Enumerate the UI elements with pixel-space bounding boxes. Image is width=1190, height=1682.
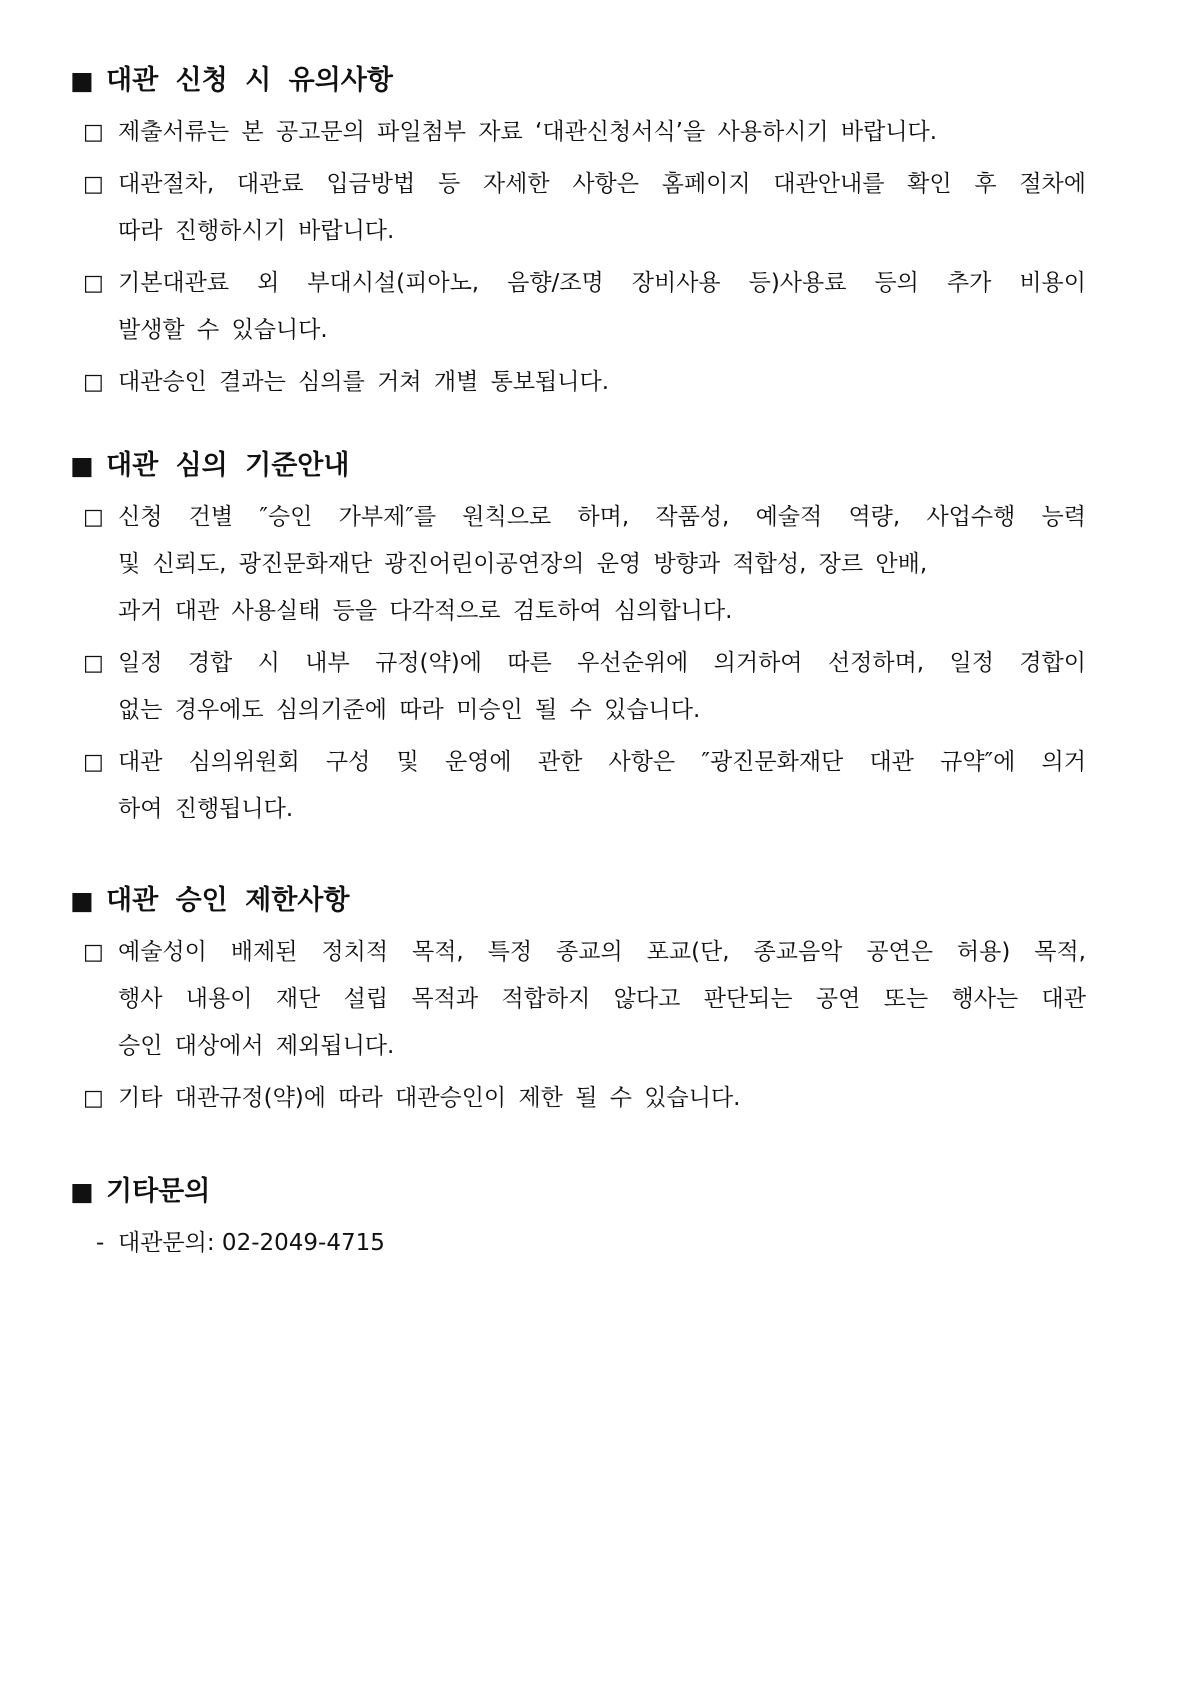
item-text-line: 신청 건별 ″승인 가부제″를 원칙으로 하며, 작품성, 예술적 역량, 사업수행 능력	[118, 504, 1086, 530]
item-text-line: 기타 대관규정(약)에 따라 대관승인이 제한 될 수 있습니다.	[118, 1085, 741, 1111]
list-item	[70, 640, 1110, 734]
section-heading	[70, 61, 1110, 101]
section-title: 대관 신청 시 유의사항	[106, 65, 393, 96]
restrictions-list	[70, 929, 1110, 1122]
list-item	[70, 109, 1110, 156]
section-heading	[70, 1172, 1110, 1212]
square-bullet-icon: ■	[70, 66, 94, 95]
checkbox-bullet-icon: □	[83, 750, 104, 775]
section-review-criteria	[70, 446, 1110, 838]
checkbox-bullet-icon: □	[83, 651, 104, 676]
item-text-line: 대관 심의위원회 구성 및 운영에 관한 사항은 ″광진문화재단 대관 규약″에 의거	[118, 749, 1086, 775]
item-text-line: 대관절차, 대관료 입금방법 등 자세한 사항은 홈페이지 대관안내를 확인 후 절차에	[118, 171, 1086, 197]
checkbox-bullet-icon: □	[83, 172, 104, 197]
checkbox-bullet-icon: □	[83, 370, 104, 395]
contact-text: 대관문의: 02-2049-4715	[118, 1230, 385, 1256]
list-item	[70, 494, 1110, 635]
item-text-line: 발생할 수 있습니다.	[118, 317, 328, 343]
item-text-line: 제출서류는 본 공고문의 파일첨부 자료 ‘대관신청서식’을 사용하시기 바랍니다.	[118, 119, 938, 145]
item-text-line: 및 신뢰도, 광진문화재단 광진어린이공연장의 운영 방향과 적합성, 장르 안배,	[118, 551, 928, 577]
dash-bullet-icon: -	[96, 1230, 105, 1256]
checkbox-bullet-icon: □	[83, 271, 104, 296]
section-heading	[70, 881, 1110, 921]
square-bullet-icon: ■	[70, 1177, 94, 1206]
contact-item	[70, 1220, 1110, 1267]
item-text-line: 일정 경합 시 내부 규정(약)에 따른 우선순위에 의거하여 선정하며, 일정 경합이	[118, 650, 1086, 676]
section-title: 대관 심의 기준안내	[106, 450, 350, 481]
item-text-line: 승인 대상에서 제외됩니다.	[118, 1033, 395, 1059]
item-text-line: 예술성이 배제된 정치적 목적, 특정 종교의 포교(단, 종교음악 공연은 허용) 목적,	[118, 939, 1086, 965]
section-title: 대관 승인 제한사항	[106, 885, 350, 916]
square-bullet-icon: ■	[70, 451, 94, 480]
item-text-line: 따라 진행하시기 바랍니다.	[118, 218, 395, 244]
item-text-line: 대관승인 결과는 심의를 거쳐 개별 통보됩니다.	[118, 369, 610, 395]
checkbox-bullet-icon: □	[83, 505, 104, 530]
criteria-list	[70, 494, 1110, 833]
checkbox-bullet-icon: □	[83, 940, 104, 965]
section-approval-restrictions	[70, 881, 1110, 1127]
list-item	[70, 260, 1110, 354]
notes-list	[70, 109, 1110, 406]
item-text-line: 없는 경우에도 심의기준에 따라 미승인 될 수 있습니다.	[118, 697, 701, 723]
list-item	[70, 1075, 1110, 1122]
item-text-line: 행사 내용이 재단 설립 목적과 적합하지 않다고 판단되는 공연 또는 행사는 대관	[118, 986, 1086, 1012]
checkbox-bullet-icon: □	[83, 120, 104, 145]
section-other-inquiries	[70, 1172, 1110, 1267]
item-text-line: 기본대관료 외 부대시설(피아노, 음향/조명 장비사용 등)사용료 등의 추가 비용이	[118, 270, 1086, 296]
section-application-notes	[70, 61, 1110, 411]
checkbox-bullet-icon: □	[83, 1086, 104, 1111]
section-heading	[70, 446, 1110, 486]
item-text-line: 과거 대관 사용실태 등을 다각적으로 검토하여 심의합니다.	[118, 598, 733, 624]
item-text-line: 하여 진행됩니다.	[118, 796, 294, 822]
list-item	[70, 161, 1110, 255]
square-bullet-icon: ■	[70, 886, 94, 915]
list-item	[70, 929, 1110, 1070]
list-item	[70, 359, 1110, 406]
section-title: 기타문의	[106, 1176, 211, 1207]
list-item	[70, 739, 1110, 833]
